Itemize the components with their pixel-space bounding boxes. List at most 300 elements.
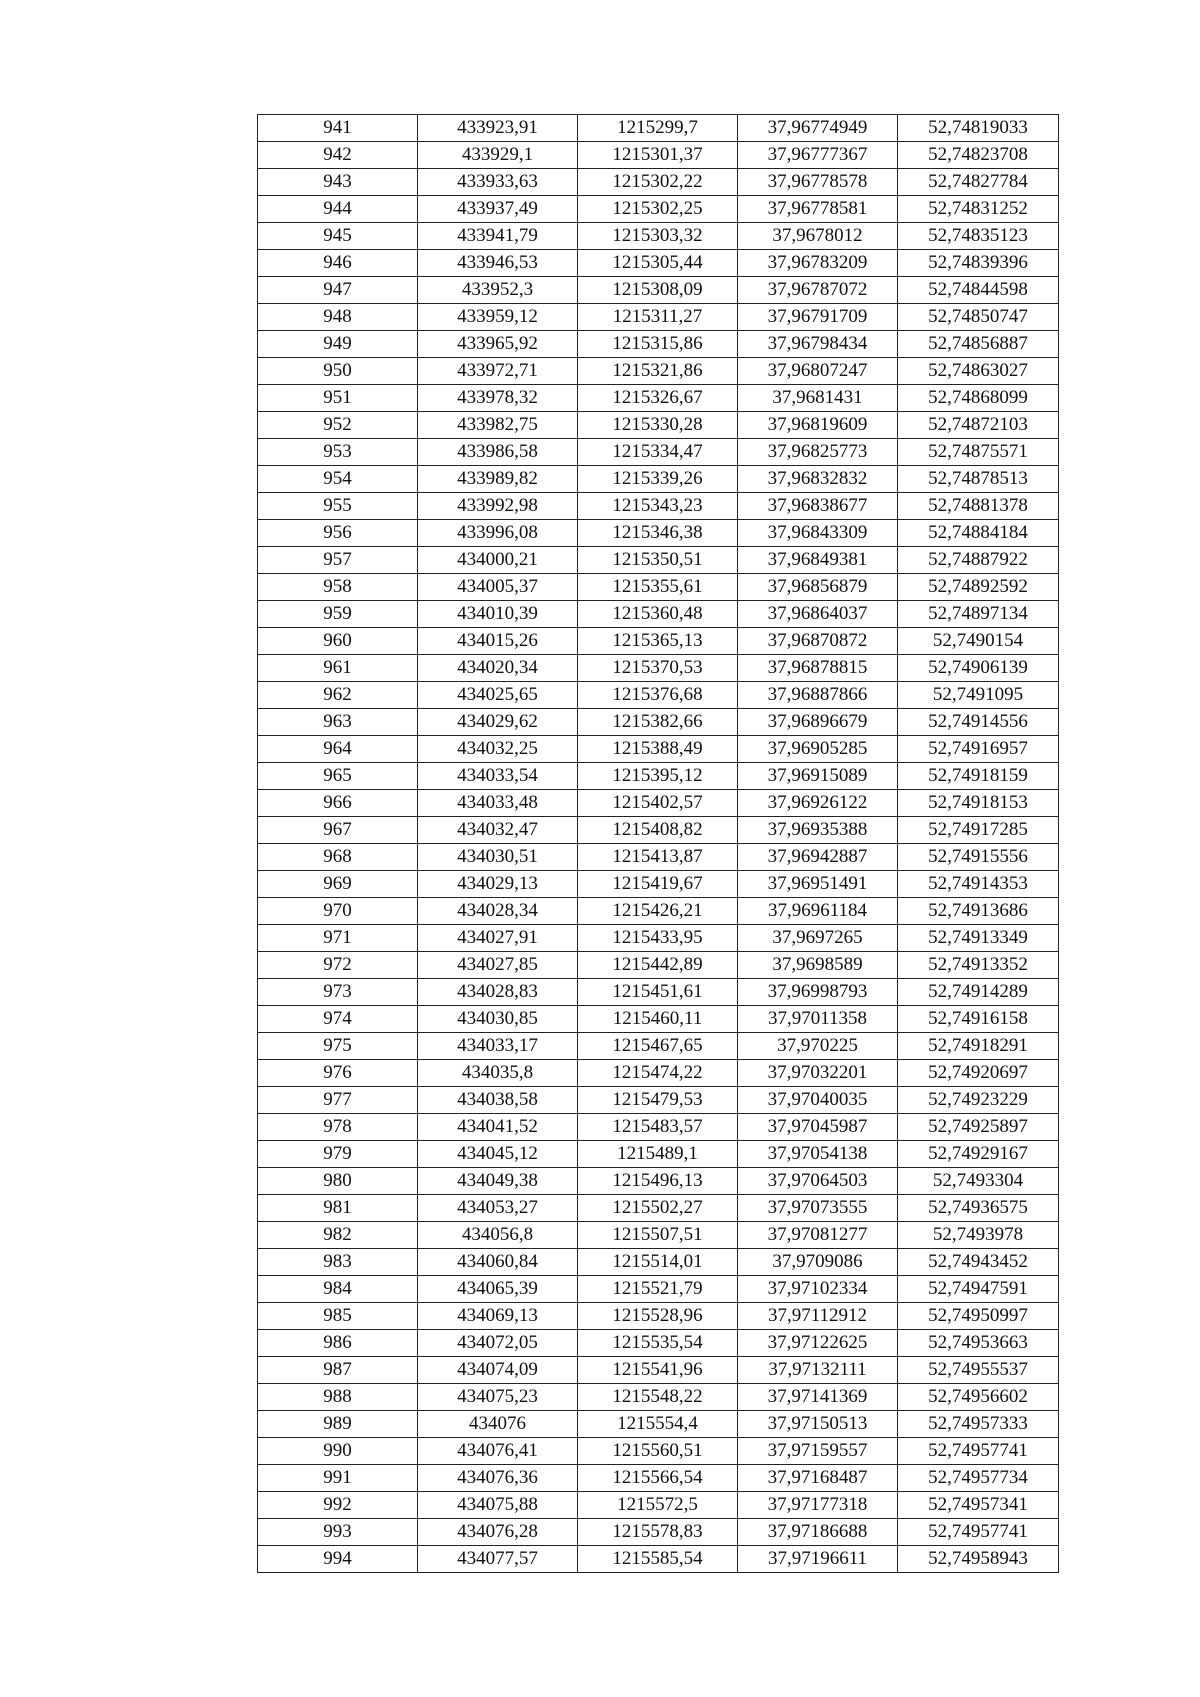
point-number-cell: 986 <box>258 1330 418 1357</box>
table-row <box>258 1384 1059 1411</box>
longitude-cell: 37,96878815 <box>738 655 898 682</box>
longitude-cell: 37,96935388 <box>738 817 898 844</box>
latitude-cell: 52,74913686 <box>898 898 1059 925</box>
point-number-cell: 947 <box>258 277 418 304</box>
longitude-cell: 37,96915089 <box>738 763 898 790</box>
table-row <box>258 466 1059 493</box>
table-row <box>258 115 1059 142</box>
x-coordinate-cell: 434038,58 <box>418 1087 578 1114</box>
table-row <box>258 736 1059 763</box>
longitude-cell: 37,97040035 <box>738 1087 898 1114</box>
latitude-cell: 52,74831252 <box>898 196 1059 223</box>
y-coordinate-cell: 1215355,61 <box>578 574 738 601</box>
latitude-cell: 52,74925897 <box>898 1114 1059 1141</box>
x-coordinate-cell: 434015,26 <box>418 628 578 655</box>
point-number-cell: 975 <box>258 1033 418 1060</box>
y-coordinate-cell: 1215413,87 <box>578 844 738 871</box>
x-coordinate-cell: 434065,39 <box>418 1276 578 1303</box>
latitude-cell: 52,74868099 <box>898 385 1059 412</box>
point-number-cell: 972 <box>258 952 418 979</box>
x-coordinate-cell: 434074,09 <box>418 1357 578 1384</box>
table-row <box>258 1276 1059 1303</box>
longitude-cell: 37,9698589 <box>738 952 898 979</box>
y-coordinate-cell: 1215339,26 <box>578 466 738 493</box>
table-row <box>258 979 1059 1006</box>
x-coordinate-cell: 434076 <box>418 1411 578 1438</box>
point-number-cell: 962 <box>258 682 418 709</box>
x-coordinate-cell: 434072,05 <box>418 1330 578 1357</box>
point-number-cell: 954 <box>258 466 418 493</box>
point-number-cell: 990 <box>258 1438 418 1465</box>
longitude-cell: 37,96807247 <box>738 358 898 385</box>
longitude-cell: 37,97081277 <box>738 1222 898 1249</box>
point-number-cell: 968 <box>258 844 418 871</box>
point-number-cell: 959 <box>258 601 418 628</box>
longitude-cell: 37,97054138 <box>738 1141 898 1168</box>
longitude-cell: 37,96787072 <box>738 277 898 304</box>
table-row <box>258 817 1059 844</box>
point-number-cell: 982 <box>258 1222 418 1249</box>
y-coordinate-cell: 1215502,27 <box>578 1195 738 1222</box>
x-coordinate-cell: 434029,62 <box>418 709 578 736</box>
latitude-cell: 52,74839396 <box>898 250 1059 277</box>
y-coordinate-cell: 1215370,53 <box>578 655 738 682</box>
y-coordinate-cell: 1215302,22 <box>578 169 738 196</box>
table-row <box>258 682 1059 709</box>
longitude-cell: 37,96942887 <box>738 844 898 871</box>
y-coordinate-cell: 1215426,21 <box>578 898 738 925</box>
point-number-cell: 987 <box>258 1357 418 1384</box>
y-coordinate-cell: 1215350,51 <box>578 547 738 574</box>
table-row <box>258 1330 1059 1357</box>
x-coordinate-cell: 434030,85 <box>418 1006 578 1033</box>
point-number-cell: 943 <box>258 169 418 196</box>
latitude-cell: 52,74884184 <box>898 520 1059 547</box>
y-coordinate-cell: 1215346,38 <box>578 520 738 547</box>
longitude-cell: 37,96856879 <box>738 574 898 601</box>
table-row <box>258 223 1059 250</box>
latitude-cell: 52,74916957 <box>898 736 1059 763</box>
point-number-cell: 942 <box>258 142 418 169</box>
x-coordinate-cell: 434028,83 <box>418 979 578 1006</box>
longitude-cell: 37,96926122 <box>738 790 898 817</box>
x-coordinate-cell: 434076,41 <box>418 1438 578 1465</box>
x-coordinate-cell: 433965,92 <box>418 331 578 358</box>
latitude-cell: 52,74892592 <box>898 574 1059 601</box>
table-row <box>258 1060 1059 1087</box>
point-number-cell: 948 <box>258 304 418 331</box>
table-row <box>258 142 1059 169</box>
point-number-cell: 956 <box>258 520 418 547</box>
x-coordinate-cell: 434053,27 <box>418 1195 578 1222</box>
latitude-cell: 52,7493304 <box>898 1168 1059 1195</box>
longitude-cell: 37,9678012 <box>738 223 898 250</box>
x-coordinate-cell: 434010,39 <box>418 601 578 628</box>
table-row <box>258 439 1059 466</box>
table-row <box>258 1195 1059 1222</box>
longitude-cell: 37,9681431 <box>738 385 898 412</box>
table-row <box>258 169 1059 196</box>
x-coordinate-cell: 434028,34 <box>418 898 578 925</box>
latitude-cell: 52,74914556 <box>898 709 1059 736</box>
point-number-cell: 989 <box>258 1411 418 1438</box>
latitude-cell: 52,74863027 <box>898 358 1059 385</box>
y-coordinate-cell: 1215521,79 <box>578 1276 738 1303</box>
y-coordinate-cell: 1215528,96 <box>578 1303 738 1330</box>
x-coordinate-cell: 434005,37 <box>418 574 578 601</box>
y-coordinate-cell: 1215548,22 <box>578 1384 738 1411</box>
table-row <box>258 1546 1059 1573</box>
longitude-cell: 37,96870872 <box>738 628 898 655</box>
latitude-cell: 52,74953663 <box>898 1330 1059 1357</box>
x-coordinate-cell: 434025,65 <box>418 682 578 709</box>
x-coordinate-cell: 434045,12 <box>418 1141 578 1168</box>
x-coordinate-cell: 434060,84 <box>418 1249 578 1276</box>
longitude-cell: 37,96887866 <box>738 682 898 709</box>
point-number-cell: 963 <box>258 709 418 736</box>
y-coordinate-cell: 1215308,09 <box>578 277 738 304</box>
table-row <box>258 1303 1059 1330</box>
table-row <box>258 952 1059 979</box>
x-coordinate-cell: 434049,38 <box>418 1168 578 1195</box>
latitude-cell: 52,74827784 <box>898 169 1059 196</box>
table-row <box>258 520 1059 547</box>
latitude-cell: 52,74914289 <box>898 979 1059 1006</box>
longitude-cell: 37,97159557 <box>738 1438 898 1465</box>
y-coordinate-cell: 1215388,49 <box>578 736 738 763</box>
y-coordinate-cell: 1215321,86 <box>578 358 738 385</box>
y-coordinate-cell: 1215402,57 <box>578 790 738 817</box>
y-coordinate-cell: 1215479,53 <box>578 1087 738 1114</box>
y-coordinate-cell: 1215299,7 <box>578 115 738 142</box>
longitude-cell: 37,97064503 <box>738 1168 898 1195</box>
table-row <box>258 1006 1059 1033</box>
point-number-cell: 961 <box>258 655 418 682</box>
x-coordinate-cell: 433959,12 <box>418 304 578 331</box>
y-coordinate-cell: 1215483,57 <box>578 1114 738 1141</box>
latitude-cell: 52,74897134 <box>898 601 1059 628</box>
point-number-cell: 991 <box>258 1465 418 1492</box>
point-number-cell: 988 <box>258 1384 418 1411</box>
x-coordinate-cell: 433952,3 <box>418 277 578 304</box>
longitude-cell: 37,96905285 <box>738 736 898 763</box>
y-coordinate-cell: 1215305,44 <box>578 250 738 277</box>
table-row <box>258 709 1059 736</box>
x-coordinate-cell: 433933,63 <box>418 169 578 196</box>
latitude-cell: 52,74957734 <box>898 1465 1059 1492</box>
latitude-cell: 52,74913352 <box>898 952 1059 979</box>
latitude-cell: 52,74835123 <box>898 223 1059 250</box>
longitude-cell: 37,97132111 <box>738 1357 898 1384</box>
x-coordinate-cell: 434056,8 <box>418 1222 578 1249</box>
y-coordinate-cell: 1215360,48 <box>578 601 738 628</box>
table-row <box>258 628 1059 655</box>
x-coordinate-cell: 434041,52 <box>418 1114 578 1141</box>
point-number-cell: 979 <box>258 1141 418 1168</box>
latitude-cell: 52,74958943 <box>898 1546 1059 1573</box>
y-coordinate-cell: 1215507,51 <box>578 1222 738 1249</box>
point-number-cell: 970 <box>258 898 418 925</box>
y-coordinate-cell: 1215303,32 <box>578 223 738 250</box>
longitude-cell: 37,9697265 <box>738 925 898 952</box>
latitude-cell: 52,7491095 <box>898 682 1059 709</box>
x-coordinate-cell: 433982,75 <box>418 412 578 439</box>
point-number-cell: 955 <box>258 493 418 520</box>
point-number-cell: 958 <box>258 574 418 601</box>
point-number-cell: 992 <box>258 1492 418 1519</box>
x-coordinate-cell: 433946,53 <box>418 250 578 277</box>
point-number-cell: 952 <box>258 412 418 439</box>
x-coordinate-cell: 434033,48 <box>418 790 578 817</box>
x-coordinate-cell: 434020,34 <box>418 655 578 682</box>
table-row <box>258 844 1059 871</box>
point-number-cell: 967 <box>258 817 418 844</box>
y-coordinate-cell: 1215442,89 <box>578 952 738 979</box>
y-coordinate-cell: 1215395,12 <box>578 763 738 790</box>
latitude-cell: 52,74916158 <box>898 1006 1059 1033</box>
table-row <box>258 1492 1059 1519</box>
y-coordinate-cell: 1215467,65 <box>578 1033 738 1060</box>
y-coordinate-cell: 1215315,86 <box>578 331 738 358</box>
point-number-cell: 984 <box>258 1276 418 1303</box>
longitude-cell: 37,96849381 <box>738 547 898 574</box>
point-number-cell: 985 <box>258 1303 418 1330</box>
x-coordinate-cell: 434035,8 <box>418 1060 578 1087</box>
latitude-cell: 52,74881378 <box>898 493 1059 520</box>
latitude-cell: 52,74917285 <box>898 817 1059 844</box>
table-row <box>258 196 1059 223</box>
x-coordinate-cell: 433941,79 <box>418 223 578 250</box>
point-number-cell: 980 <box>258 1168 418 1195</box>
y-coordinate-cell: 1215489,1 <box>578 1141 738 1168</box>
longitude-cell: 37,96832832 <box>738 466 898 493</box>
point-number-cell: 965 <box>258 763 418 790</box>
table-row <box>258 763 1059 790</box>
point-number-cell: 971 <box>258 925 418 952</box>
y-coordinate-cell: 1215496,13 <box>578 1168 738 1195</box>
point-number-cell: 950 <box>258 358 418 385</box>
x-coordinate-cell: 434030,51 <box>418 844 578 871</box>
y-coordinate-cell: 1215560,51 <box>578 1438 738 1465</box>
latitude-cell: 52,74918153 <box>898 790 1059 817</box>
longitude-cell: 37,97011358 <box>738 1006 898 1033</box>
latitude-cell: 52,74936575 <box>898 1195 1059 1222</box>
latitude-cell: 52,74844598 <box>898 277 1059 304</box>
x-coordinate-cell: 433937,49 <box>418 196 578 223</box>
table-row <box>258 277 1059 304</box>
y-coordinate-cell: 1215365,13 <box>578 628 738 655</box>
table-row <box>258 574 1059 601</box>
x-coordinate-cell: 434033,54 <box>418 763 578 790</box>
x-coordinate-cell: 434069,13 <box>418 1303 578 1330</box>
x-coordinate-cell: 434075,23 <box>418 1384 578 1411</box>
table-row <box>258 1114 1059 1141</box>
longitude-cell: 37,96819609 <box>738 412 898 439</box>
latitude-cell: 52,74850747 <box>898 304 1059 331</box>
longitude-cell: 37,96896679 <box>738 709 898 736</box>
longitude-cell: 37,96843309 <box>738 520 898 547</box>
y-coordinate-cell: 1215566,54 <box>578 1465 738 1492</box>
longitude-cell: 37,96778578 <box>738 169 898 196</box>
coordinates-table <box>257 114 1059 1573</box>
y-coordinate-cell: 1215433,95 <box>578 925 738 952</box>
latitude-cell: 52,7490154 <box>898 628 1059 655</box>
coordinates-table-body <box>258 115 1059 1573</box>
x-coordinate-cell: 433989,82 <box>418 466 578 493</box>
y-coordinate-cell: 1215514,01 <box>578 1249 738 1276</box>
latitude-cell: 52,7493978 <box>898 1222 1059 1249</box>
x-coordinate-cell: 434075,88 <box>418 1492 578 1519</box>
point-number-cell: 981 <box>258 1195 418 1222</box>
x-coordinate-cell: 433986,58 <box>418 439 578 466</box>
longitude-cell: 37,97045987 <box>738 1114 898 1141</box>
longitude-cell: 37,96838677 <box>738 493 898 520</box>
latitude-cell: 52,74914353 <box>898 871 1059 898</box>
latitude-cell: 52,74923229 <box>898 1087 1059 1114</box>
latitude-cell: 52,74957741 <box>898 1438 1059 1465</box>
y-coordinate-cell: 1215408,82 <box>578 817 738 844</box>
y-coordinate-cell: 1215419,67 <box>578 871 738 898</box>
y-coordinate-cell: 1215572,5 <box>578 1492 738 1519</box>
table-row <box>258 1465 1059 1492</box>
point-number-cell: 945 <box>258 223 418 250</box>
longitude-cell: 37,97186688 <box>738 1519 898 1546</box>
latitude-cell: 52,74950997 <box>898 1303 1059 1330</box>
longitude-cell: 37,970225 <box>738 1033 898 1060</box>
table-row <box>258 790 1059 817</box>
table-row <box>258 1519 1059 1546</box>
latitude-cell: 52,74878513 <box>898 466 1059 493</box>
x-coordinate-cell: 434032,47 <box>418 817 578 844</box>
point-number-cell: 994 <box>258 1546 418 1573</box>
table-row <box>258 1411 1059 1438</box>
point-number-cell: 969 <box>258 871 418 898</box>
latitude-cell: 52,74872103 <box>898 412 1059 439</box>
latitude-cell: 52,74875571 <box>898 439 1059 466</box>
point-number-cell: 941 <box>258 115 418 142</box>
point-number-cell: 974 <box>258 1006 418 1033</box>
point-number-cell: 964 <box>258 736 418 763</box>
longitude-cell: 37,96777367 <box>738 142 898 169</box>
y-coordinate-cell: 1215585,54 <box>578 1546 738 1573</box>
point-number-cell: 953 <box>258 439 418 466</box>
longitude-cell: 37,97032201 <box>738 1060 898 1087</box>
latitude-cell: 52,74915556 <box>898 844 1059 871</box>
latitude-cell: 52,74956602 <box>898 1384 1059 1411</box>
latitude-cell: 52,74823708 <box>898 142 1059 169</box>
longitude-cell: 37,97150513 <box>738 1411 898 1438</box>
latitude-cell: 52,74957741 <box>898 1519 1059 1546</box>
y-coordinate-cell: 1215301,37 <box>578 142 738 169</box>
table-row <box>258 925 1059 952</box>
latitude-cell: 52,74943452 <box>898 1249 1059 1276</box>
y-coordinate-cell: 1215535,54 <box>578 1330 738 1357</box>
longitude-cell: 37,97141369 <box>738 1384 898 1411</box>
latitude-cell: 52,74955537 <box>898 1357 1059 1384</box>
latitude-cell: 52,74819033 <box>898 115 1059 142</box>
longitude-cell: 37,97112912 <box>738 1303 898 1330</box>
longitude-cell: 37,9709086 <box>738 1249 898 1276</box>
point-number-cell: 960 <box>258 628 418 655</box>
x-coordinate-cell: 434027,85 <box>418 952 578 979</box>
x-coordinate-cell: 433972,71 <box>418 358 578 385</box>
longitude-cell: 37,96961184 <box>738 898 898 925</box>
latitude-cell: 52,74957341 <box>898 1492 1059 1519</box>
latitude-cell: 52,74918159 <box>898 763 1059 790</box>
table-row <box>258 547 1059 574</box>
table-row <box>258 871 1059 898</box>
table-row <box>258 1249 1059 1276</box>
y-coordinate-cell: 1215326,67 <box>578 385 738 412</box>
x-coordinate-cell: 434029,13 <box>418 871 578 898</box>
point-number-cell: 951 <box>258 385 418 412</box>
table-row <box>258 1222 1059 1249</box>
table-row <box>258 493 1059 520</box>
point-number-cell: 944 <box>258 196 418 223</box>
longitude-cell: 37,96864037 <box>738 601 898 628</box>
latitude-cell: 52,74906139 <box>898 655 1059 682</box>
point-number-cell: 978 <box>258 1114 418 1141</box>
x-coordinate-cell: 434033,17 <box>418 1033 578 1060</box>
table-row <box>258 1087 1059 1114</box>
longitude-cell: 37,96798434 <box>738 331 898 358</box>
longitude-cell: 37,97168487 <box>738 1465 898 1492</box>
point-number-cell: 977 <box>258 1087 418 1114</box>
latitude-cell: 52,74856887 <box>898 331 1059 358</box>
x-coordinate-cell: 434000,21 <box>418 547 578 574</box>
y-coordinate-cell: 1215334,47 <box>578 439 738 466</box>
latitude-cell: 52,74918291 <box>898 1033 1059 1060</box>
x-coordinate-cell: 434076,28 <box>418 1519 578 1546</box>
table-row <box>258 1033 1059 1060</box>
point-number-cell: 966 <box>258 790 418 817</box>
table-row <box>258 655 1059 682</box>
latitude-cell: 52,74929167 <box>898 1141 1059 1168</box>
longitude-cell: 37,97177318 <box>738 1492 898 1519</box>
table-row <box>258 898 1059 925</box>
longitude-cell: 37,97196611 <box>738 1546 898 1573</box>
table-row <box>258 304 1059 331</box>
table-row <box>258 331 1059 358</box>
point-number-cell: 957 <box>258 547 418 574</box>
longitude-cell: 37,97122625 <box>738 1330 898 1357</box>
table-row <box>258 1141 1059 1168</box>
table-row <box>258 1357 1059 1384</box>
longitude-cell: 37,96825773 <box>738 439 898 466</box>
table-row <box>258 1438 1059 1465</box>
x-coordinate-cell: 433978,32 <box>418 385 578 412</box>
point-number-cell: 983 <box>258 1249 418 1276</box>
longitude-cell: 37,96774949 <box>738 115 898 142</box>
x-coordinate-cell: 433929,1 <box>418 142 578 169</box>
latitude-cell: 52,74913349 <box>898 925 1059 952</box>
latitude-cell: 52,74957333 <box>898 1411 1059 1438</box>
y-coordinate-cell: 1215343,23 <box>578 493 738 520</box>
point-number-cell: 946 <box>258 250 418 277</box>
latitude-cell: 52,74920697 <box>898 1060 1059 1087</box>
latitude-cell: 52,74947591 <box>898 1276 1059 1303</box>
table-row <box>258 385 1059 412</box>
y-coordinate-cell: 1215474,22 <box>578 1060 738 1087</box>
point-number-cell: 993 <box>258 1519 418 1546</box>
point-number-cell: 976 <box>258 1060 418 1087</box>
y-coordinate-cell: 1215382,66 <box>578 709 738 736</box>
x-coordinate-cell: 434027,91 <box>418 925 578 952</box>
table-row <box>258 601 1059 628</box>
x-coordinate-cell: 434032,25 <box>418 736 578 763</box>
y-coordinate-cell: 1215311,27 <box>578 304 738 331</box>
longitude-cell: 37,96783209 <box>738 250 898 277</box>
